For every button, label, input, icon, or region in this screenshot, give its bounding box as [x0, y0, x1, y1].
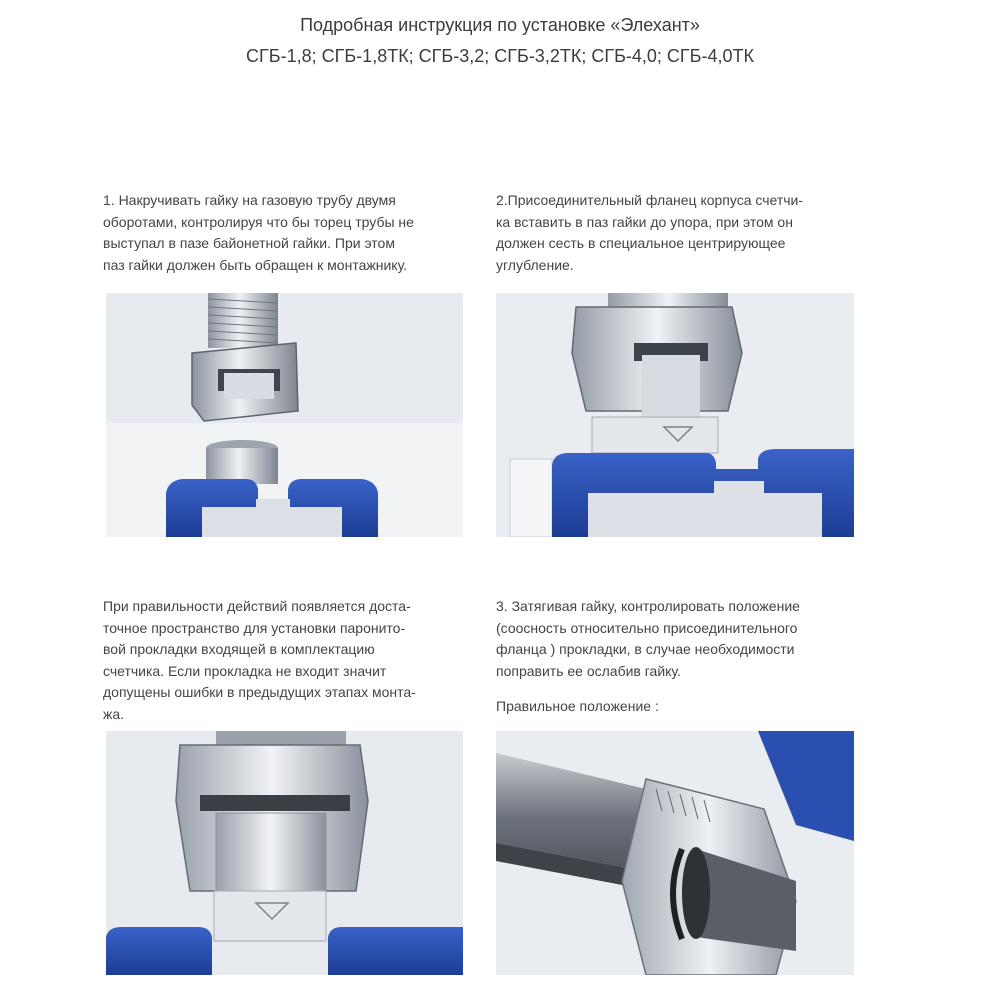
correct-position-label: Правильное положение : — [496, 698, 659, 714]
model-list: СГБ-1,8; СГБ-1,8ТК; СГБ-3,2; СГБ-3,2ТК; СГБ-4,0; СГБ-4,0ТК — [246, 46, 754, 66]
step-2-illustration — [496, 293, 854, 537]
step-2-text: 2.Присоединительный фланец корпуса счетчи- ка вставить в паз гайки до упора, при этом он должен сесть в специальное центрирующее углубление. — [496, 192, 804, 273]
gasket-space-illustration — [106, 731, 463, 975]
gasket-note-text: При правильности действий появляется доста- точное пространство для установки паронито- вой прокладки входящей в комплектацию счетчика. Если прокладка не входит значит допущены ошибки в предыдущих этапах монта- жа. — [103, 598, 416, 722]
step-1-illustration — [106, 293, 463, 537]
correct-position-illustration — [496, 731, 854, 975]
step-3-text: 3. Затягивая гайку, контролировать положение (соосность относительно присоединительного фланца ) прокладки, в случае необходимости поправить ее ослабив гайку. — [496, 598, 800, 679]
step-1-text: 1. Накручивать гайку на газовую трубу двумя оборотами, контролируя что бы торец трубы не выступал в пазе байонетной гайки. При этом паз гайки должен быть обращен к монтажнику. — [103, 192, 414, 273]
page-title: Подробная инструкция по установке «Элехант» — [300, 15, 700, 35]
